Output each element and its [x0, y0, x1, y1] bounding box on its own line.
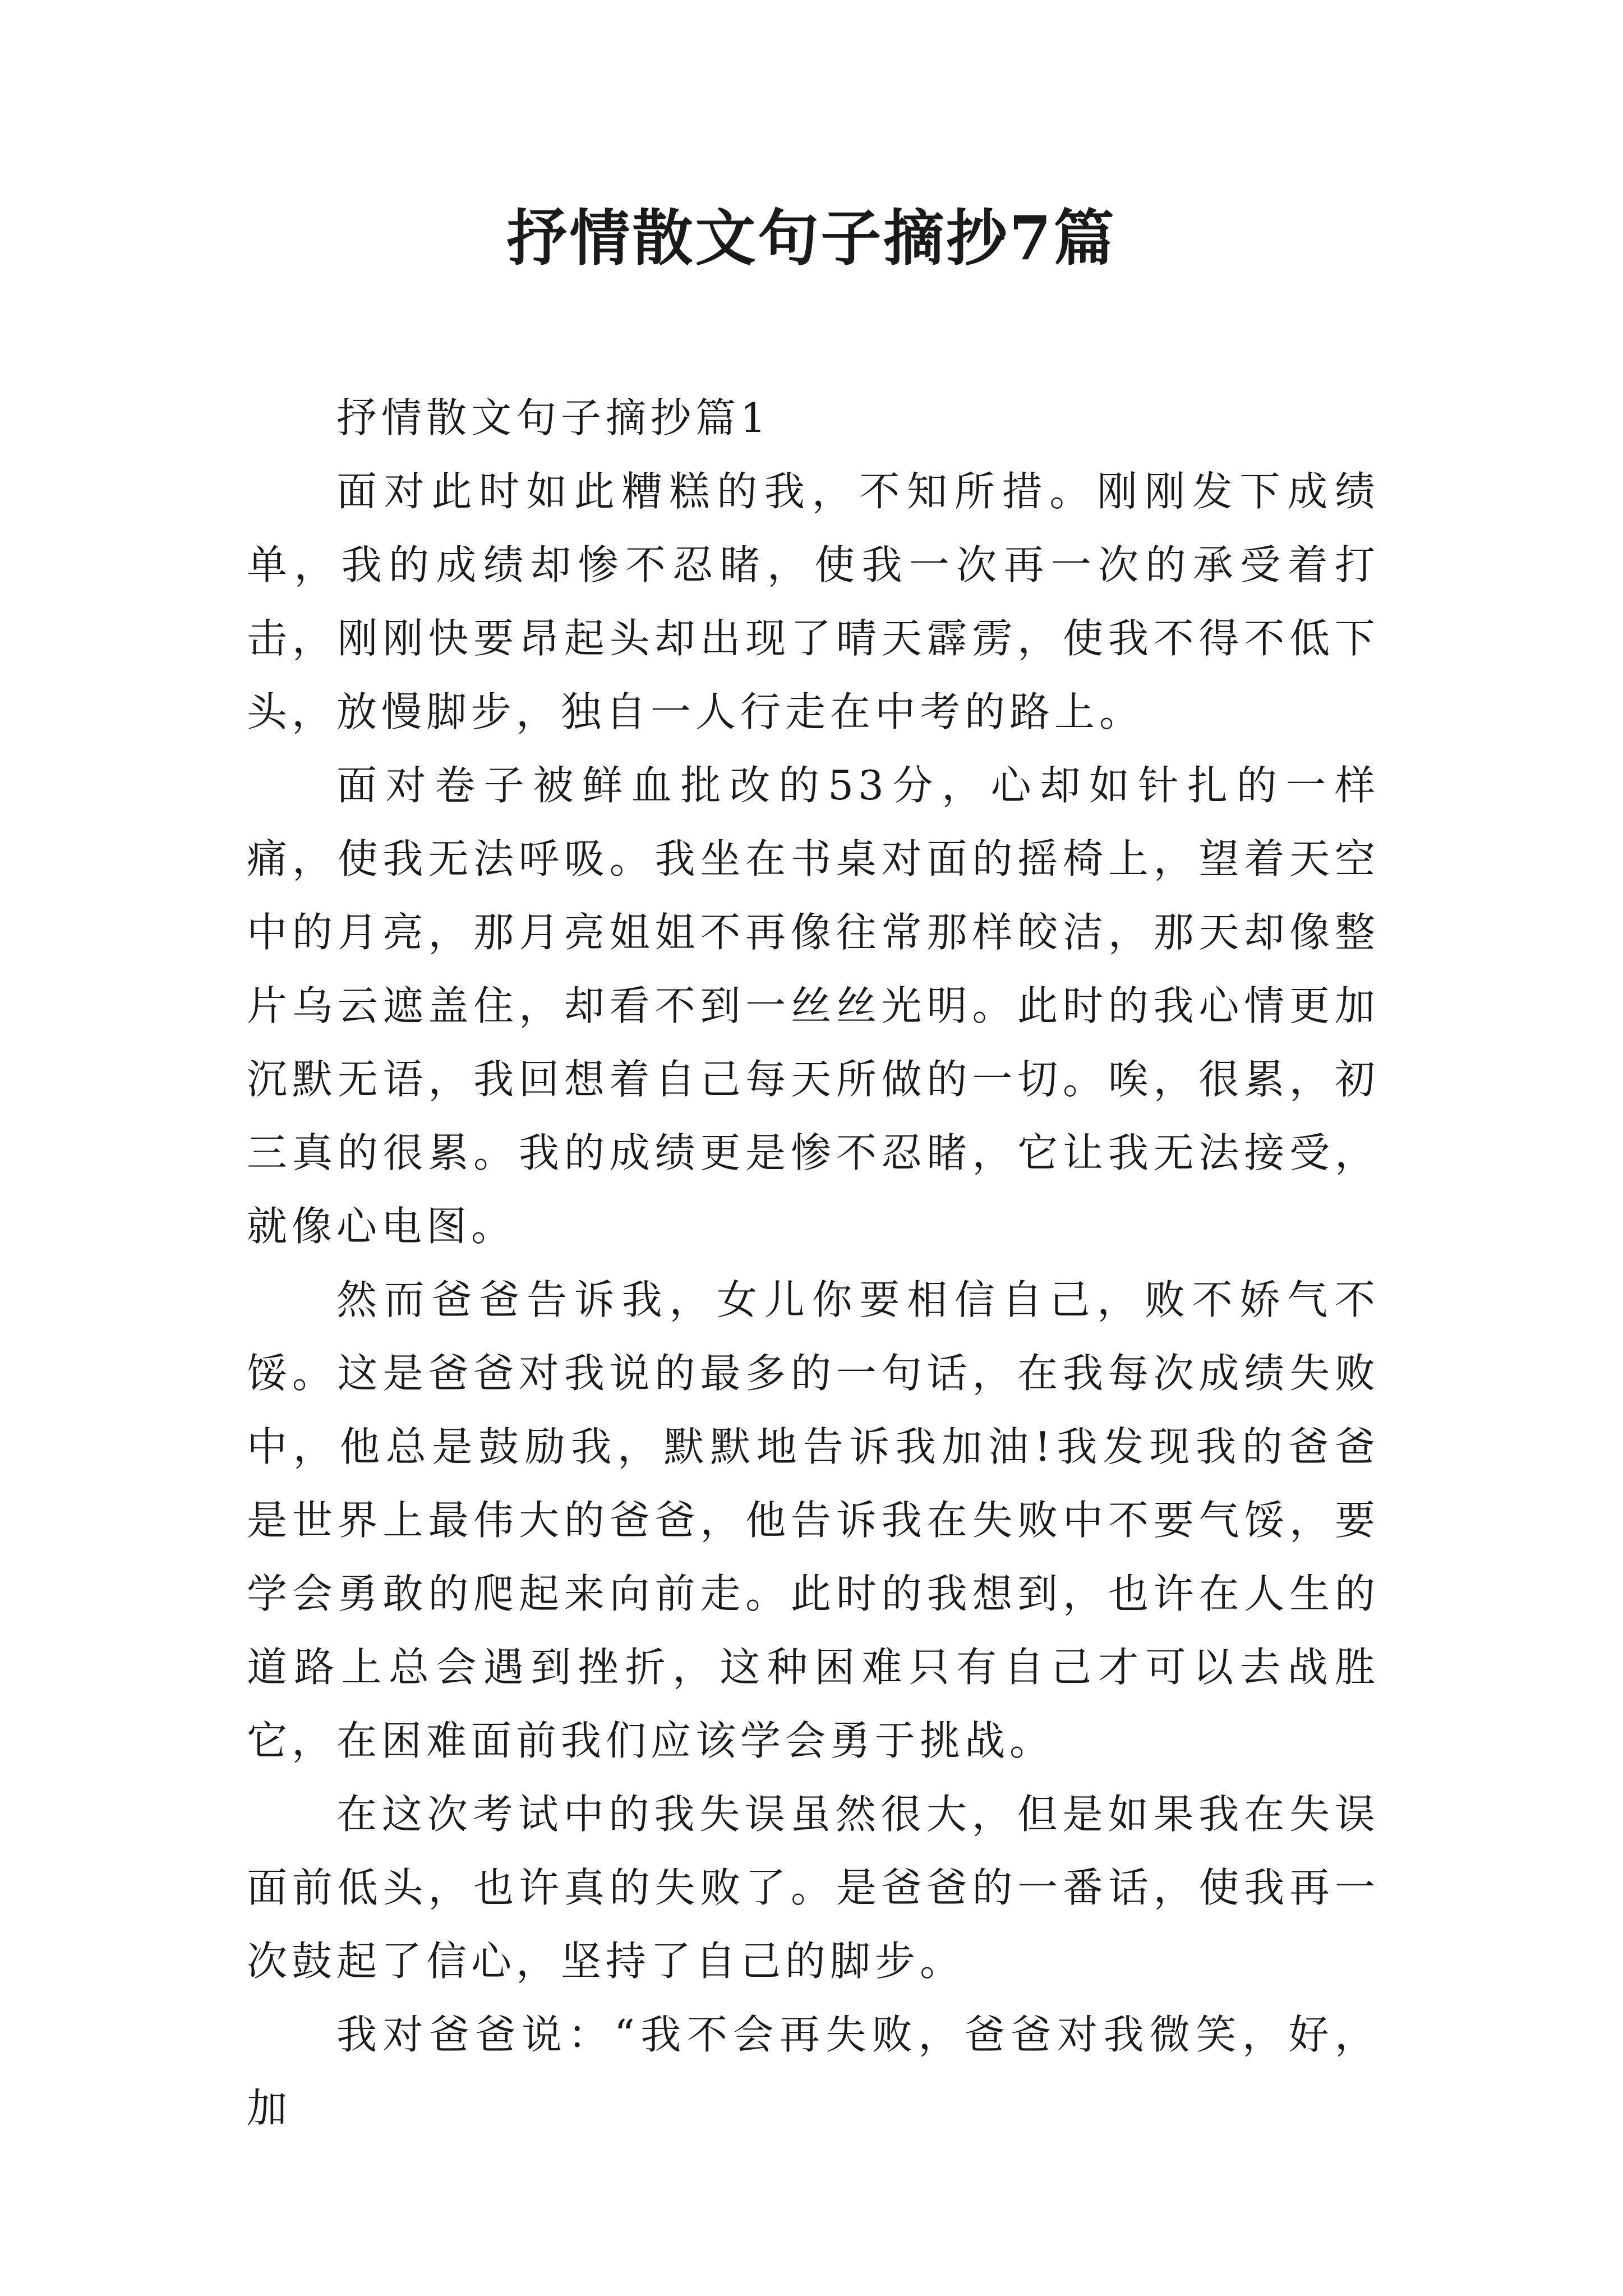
- document-body: [247, 381, 1380, 2145]
- paragraph: 在这次考试中的我失误虽然很大，但是如果我在失误面前低头，也许真的失败了。是爸爸的一番话，使我再一次鼓起了信心，坚持了自己的脚步。: [247, 1791, 1380, 1985]
- paragraph: 面对此时如此糟糕的我，不知所措。刚刚发下成绩单，我的成绩却惨不忍睹，使我一次再一次的承受着打击，刚刚快要昂起头却出现了晴天霹雳，使我不得不低下头，放慢脚步，独自一人行走在中考的路上。: [247, 468, 1380, 735]
- paragraph: 然而爸爸告诉我，女儿你要相信自己，败不娇气不馁。这是爸爸对我说的最多的一句话，在我每次成绩失败中，他总是鼓励我，默默地告诉我加油!我发现我的爸爸是世界上最伟大的爸爸，他告诉我在失败中不要气馁，要学会勇敢的爬起来向前走。此时的我想到，也许在人生的道路上总会遇到挫折，这种困难只有自己才可以去战胜它，在困难面前我们应该学会勇于挑战。: [247, 1276, 1380, 1764]
- document-title: 抒情散文句子摘抄7篇: [506, 203, 1117, 274]
- section-heading: 抒情散文句子摘抄篇1: [336, 394, 771, 441]
- paragraph: 我对爸爸说：“我不会再失败，爸爸对我微笑，好，加: [247, 2011, 1380, 2132]
- paragraph: 面对卷子被鲜血批改的53分，心却如针扎的一样痛，使我无法呼吸。我坐在书桌对面的摇椅上，望着天空中的月亮，那月亮姐姐不再像往常那样皎洁，那天却像整片乌云遮盖住，却看不到一丝丝光明。此时的我心情更加沉默无语，我回想着自己每天所做的一切。唉，很累，初三真的很累。我的成绩更是惨不忍睹，它让我无法接受，就像心电图。: [247, 762, 1380, 1250]
